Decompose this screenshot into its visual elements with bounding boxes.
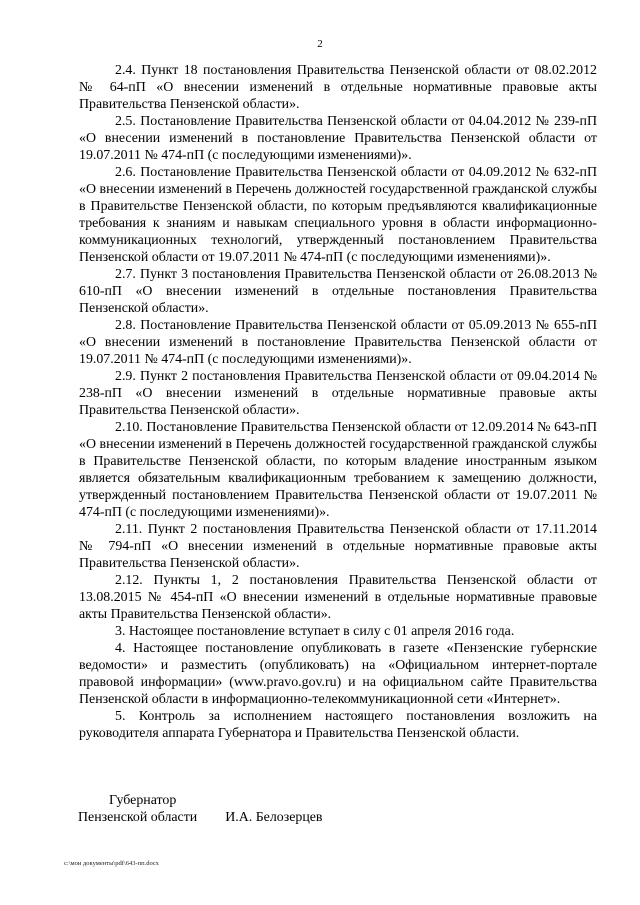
document-body	[79, 62, 597, 742]
paragraph-2-4: 2.4. Пункт 18 постановления Правительства Пензенской области от 08.02.2012 № 64-пП «О внесении изменений в отдельные нормативные правовые акты Правительства Пензенской области».	[79, 63, 597, 112]
file-path-footer: c:\мои документы\pdf\643-пп.docx	[64, 860, 159, 867]
paragraph-2-9: 2.9. Пункт 2 постановления Правительства Пензенской области от 09.04.2014 № 238-пП «О внесении изменений в отдельные нормативные правовые акты Правительства Пензенской области».	[79, 369, 597, 418]
paragraph-5: 5. Контроль за исполнением настоящего постановления возложить на руководителя аппарата Губернатора и Правительства Пензенской области.	[79, 709, 597, 741]
signature-line	[78, 809, 322, 826]
paragraph-2-11: 2.11. Пункт 2 постановления Правительства Пензенской области от 17.11.2014 № 794-пП «О внесении изменений в отдельные нормативные правовые акты Правительства Пензенской области».	[79, 522, 597, 571]
paragraph-2-10: 2.10. Постановление Правительства Пензенской области от 12.09.2014 № 643-пП «О внесении изменений в Перечень должностей государственной гражданской службы в Правительстве Пензенской области, по которым владение иностранным языком является обязательным квалификационным требованием к замещению должности, утвержденный постановлением Правительства Пензенской области от 19.07.2011 № 474-пП (с последующими изменениями)».	[79, 420, 597, 520]
paragraph-2-12: 2.12. Пункты 1, 2 постановления Правительства Пензенской области от 13.08.2015 № 454-пП «О внесении изменений в отдельные нормативные правовые акты Правительства Пензенской области».	[79, 573, 597, 622]
paragraph-4: 4. Настоящее постановление опубликовать в газете «Пензенские губернские ведомости» и разместить (опубликовать) на «Официальном интернет-портале правовой информации» (www.pravo.gov.ru) и на официальном сайте Правительства Пензенской области в информационно-телекоммуникационной сети «Интернет».	[79, 641, 597, 707]
paragraph-3: 3. Настоящее постановление вступает в силу с 01 апреля 2016 года.	[115, 624, 515, 639]
paragraph-2-7: 2.7. Пункт 3 постановления Правительства Пензенской области от 26.08.2013 № 610-пП «О внесении изменений в отдельные постановления Правительства Пензенской области».	[79, 267, 597, 316]
signature-block	[78, 792, 322, 826]
signature-role-line1: Губернатор	[109, 793, 177, 808]
signature-name: И.А. Белозерцев	[225, 810, 323, 825]
signature-role-line2: Пензенской области	[78, 810, 198, 825]
paragraph-2-6: 2.6. Постановление Правительства Пензенской области от 04.09.2012 № 632-пП «О внесении изменений в Перечень должностей государственной гражданской службы в Правительстве Пензенской области, по которым предъявляются квалификационные требования к знаниям и навыкам специального уровня в области информационно-коммуникационных технологий, утвержденный постановлением Правительства Пензенской области от 19.07.2011 № 474-пП (с последующими изменениями)».	[79, 165, 597, 265]
page-number: 2	[317, 38, 323, 50]
paragraph-2-5: 2.5. Постановление Правительства Пензенской области от 04.04.2012 № 239-пП «О внесении изменений в постановление Правительства Пензенской области от 19.07.2011 № 474-пП (с последующими изменениями)».	[79, 114, 597, 163]
paragraph-2-8: 2.8. Постановление Правительства Пензенской области от 05.09.2013 № 655-пП «О внесении изменений в постановление Правительства Пензенской области от 19.07.2011 № 474-пП (с последующими изменениями)».	[79, 318, 597, 367]
